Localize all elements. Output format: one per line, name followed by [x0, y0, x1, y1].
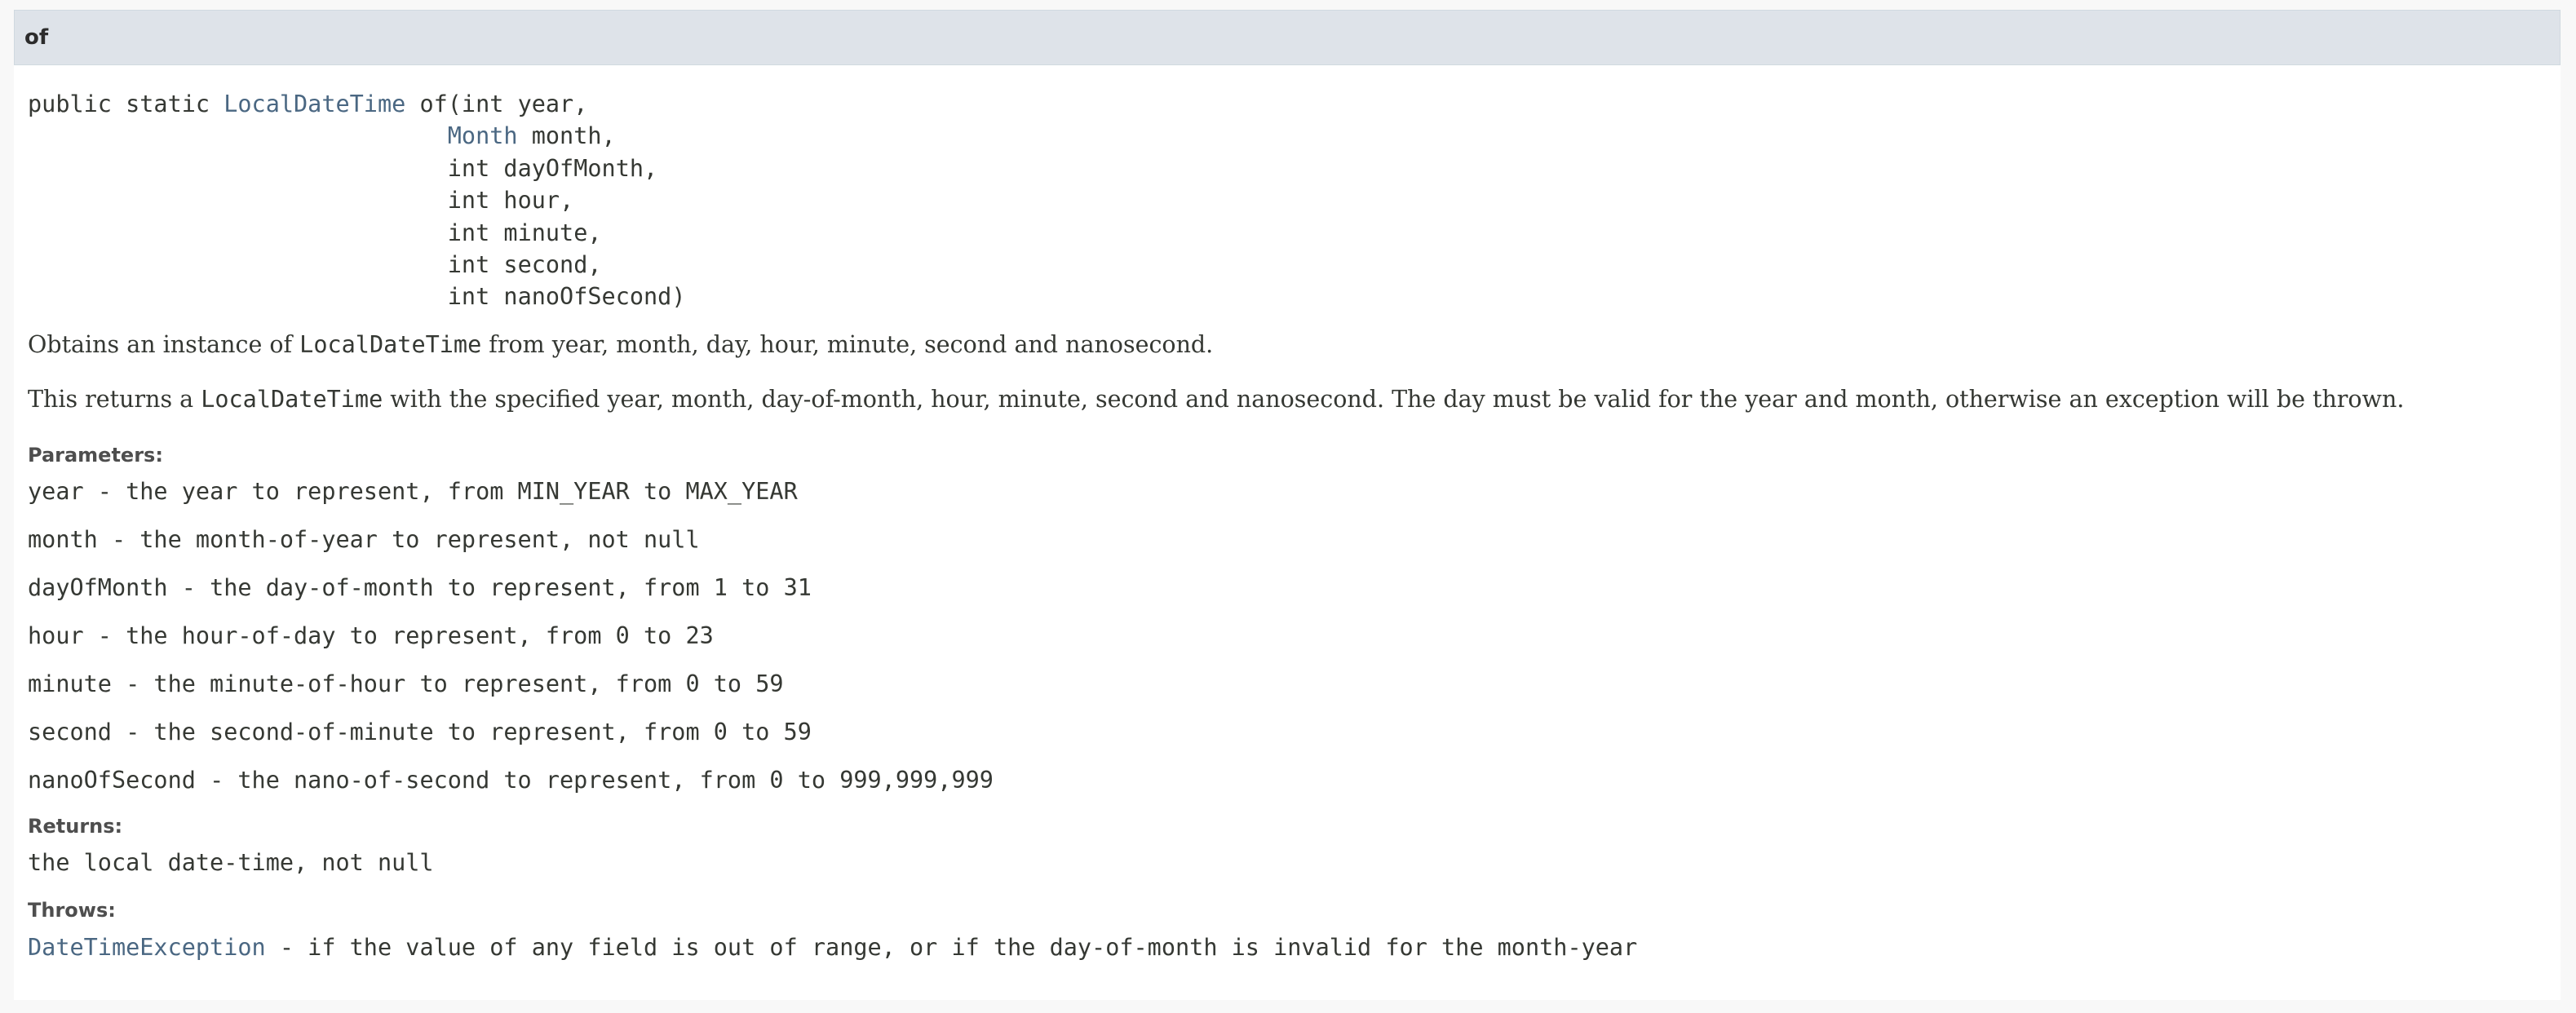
param-type: int	[447, 283, 490, 311]
signature-indent	[28, 122, 448, 149]
param-name: year	[517, 91, 574, 117]
signature-modifiers: public static	[28, 91, 224, 117]
signature-param	[448, 187, 573, 214]
throws-label: Throws:	[28, 899, 116, 922]
description-text: This returns a	[28, 386, 201, 413]
param-type: int	[447, 251, 490, 279]
param-separator: )	[671, 283, 686, 311]
param-type: int	[447, 219, 490, 246]
param-separator: ,	[560, 187, 574, 215]
signature-param	[448, 122, 616, 149]
parameter-name: hour	[28, 622, 84, 649]
param-type: int	[447, 187, 490, 215]
param-type: int	[461, 91, 504, 117]
signature-param	[448, 219, 602, 246]
parameters-label: Parameters:	[28, 444, 163, 467]
parameter-name: month	[28, 526, 98, 553]
parameter-name: nanoOfSecond	[28, 767, 196, 794]
signature-indent	[28, 219, 448, 246]
param-name: minute	[503, 219, 588, 246]
parameter-description: - the second-of-minute to represent, from 0 to 59	[111, 719, 812, 745]
parameter-description: - the minute-of-hour to represent, from 0 to 59	[111, 670, 784, 697]
month-type-link[interactable]: Month	[447, 122, 518, 150]
param-type: int	[447, 154, 490, 182]
throws-item	[28, 932, 1637, 963]
signature-param	[462, 91, 587, 117]
param-name: nanoOfSecond	[503, 283, 672, 311]
return-type-link[interactable]: LocalDateTime	[224, 91, 406, 117]
member-name-heading: of	[24, 25, 49, 50]
parameter-description: - the nano-of-second to represent, from 0 to 999,999,999	[195, 767, 994, 794]
parameter-name: minute	[28, 670, 112, 697]
description-paragraph-1	[28, 330, 1213, 361]
returns-description: the local date-time, not null	[28, 849, 434, 876]
parameter-item	[28, 717, 812, 748]
param-name: month	[531, 122, 602, 150]
signature-param	[448, 283, 686, 310]
signature-param	[448, 155, 657, 182]
description-text: Obtains an instance of	[28, 331, 300, 358]
param-separator: ,	[601, 122, 616, 150]
param-separator: ,	[587, 251, 602, 279]
exception-link[interactable]: DateTimeException	[28, 934, 266, 961]
param-name: hour	[503, 187, 560, 215]
parameter-description: - the hour-of-day to represent, from 0 to 23	[83, 622, 714, 649]
parameter-description: - the year to represent, from MIN_YEAR to MAX_YEAR	[83, 478, 798, 505]
parameter-item	[28, 573, 812, 604]
parameter-name: dayOfMonth	[28, 574, 168, 601]
method-detail-panel	[14, 10, 2561, 1000]
parameter-item	[28, 621, 714, 652]
signature-indent	[28, 251, 448, 278]
signature-indent	[28, 187, 448, 214]
parameter-description: - the month-of-year to represent, not null	[97, 526, 700, 553]
signature-indent	[28, 283, 448, 310]
param-separator: ,	[587, 219, 602, 246]
param-separator: ,	[644, 154, 658, 182]
inline-code: LocalDateTime	[299, 331, 482, 358]
parameter-description: - the day-of-month to represent, from 1 to 31	[167, 574, 812, 601]
throws-description: - if the value of any field is out of range, or if the day-of-month is invalid for the month-year	[265, 934, 1638, 961]
parameter-item	[28, 524, 700, 555]
param-name: second	[503, 251, 588, 279]
description-paragraph-2	[28, 384, 2404, 415]
param-name: dayOfMonth	[503, 154, 644, 182]
description-text: with the specified year, month, day-of-month, hour, minute, second and nanosecond. The day must be valid for the year and month, otherwise an exception will be thrown.	[383, 386, 2405, 413]
parameter-item	[28, 669, 784, 700]
parameter-name: year	[28, 478, 84, 505]
returns-label: Returns:	[28, 815, 123, 838]
description-text: from year, month, day, hour, minute, second and nanosecond.	[481, 331, 1214, 358]
signature-method-open: of(	[405, 91, 462, 117]
member-header	[14, 10, 2561, 65]
inline-code: LocalDateTime	[201, 386, 383, 413]
parameter-item	[28, 476, 798, 507]
parameter-name: second	[28, 719, 112, 745]
signature-param	[448, 251, 602, 278]
method-signature	[28, 88, 686, 313]
signature-indent	[28, 155, 448, 182]
param-separator: ,	[573, 91, 588, 117]
parameter-item	[28, 765, 994, 796]
